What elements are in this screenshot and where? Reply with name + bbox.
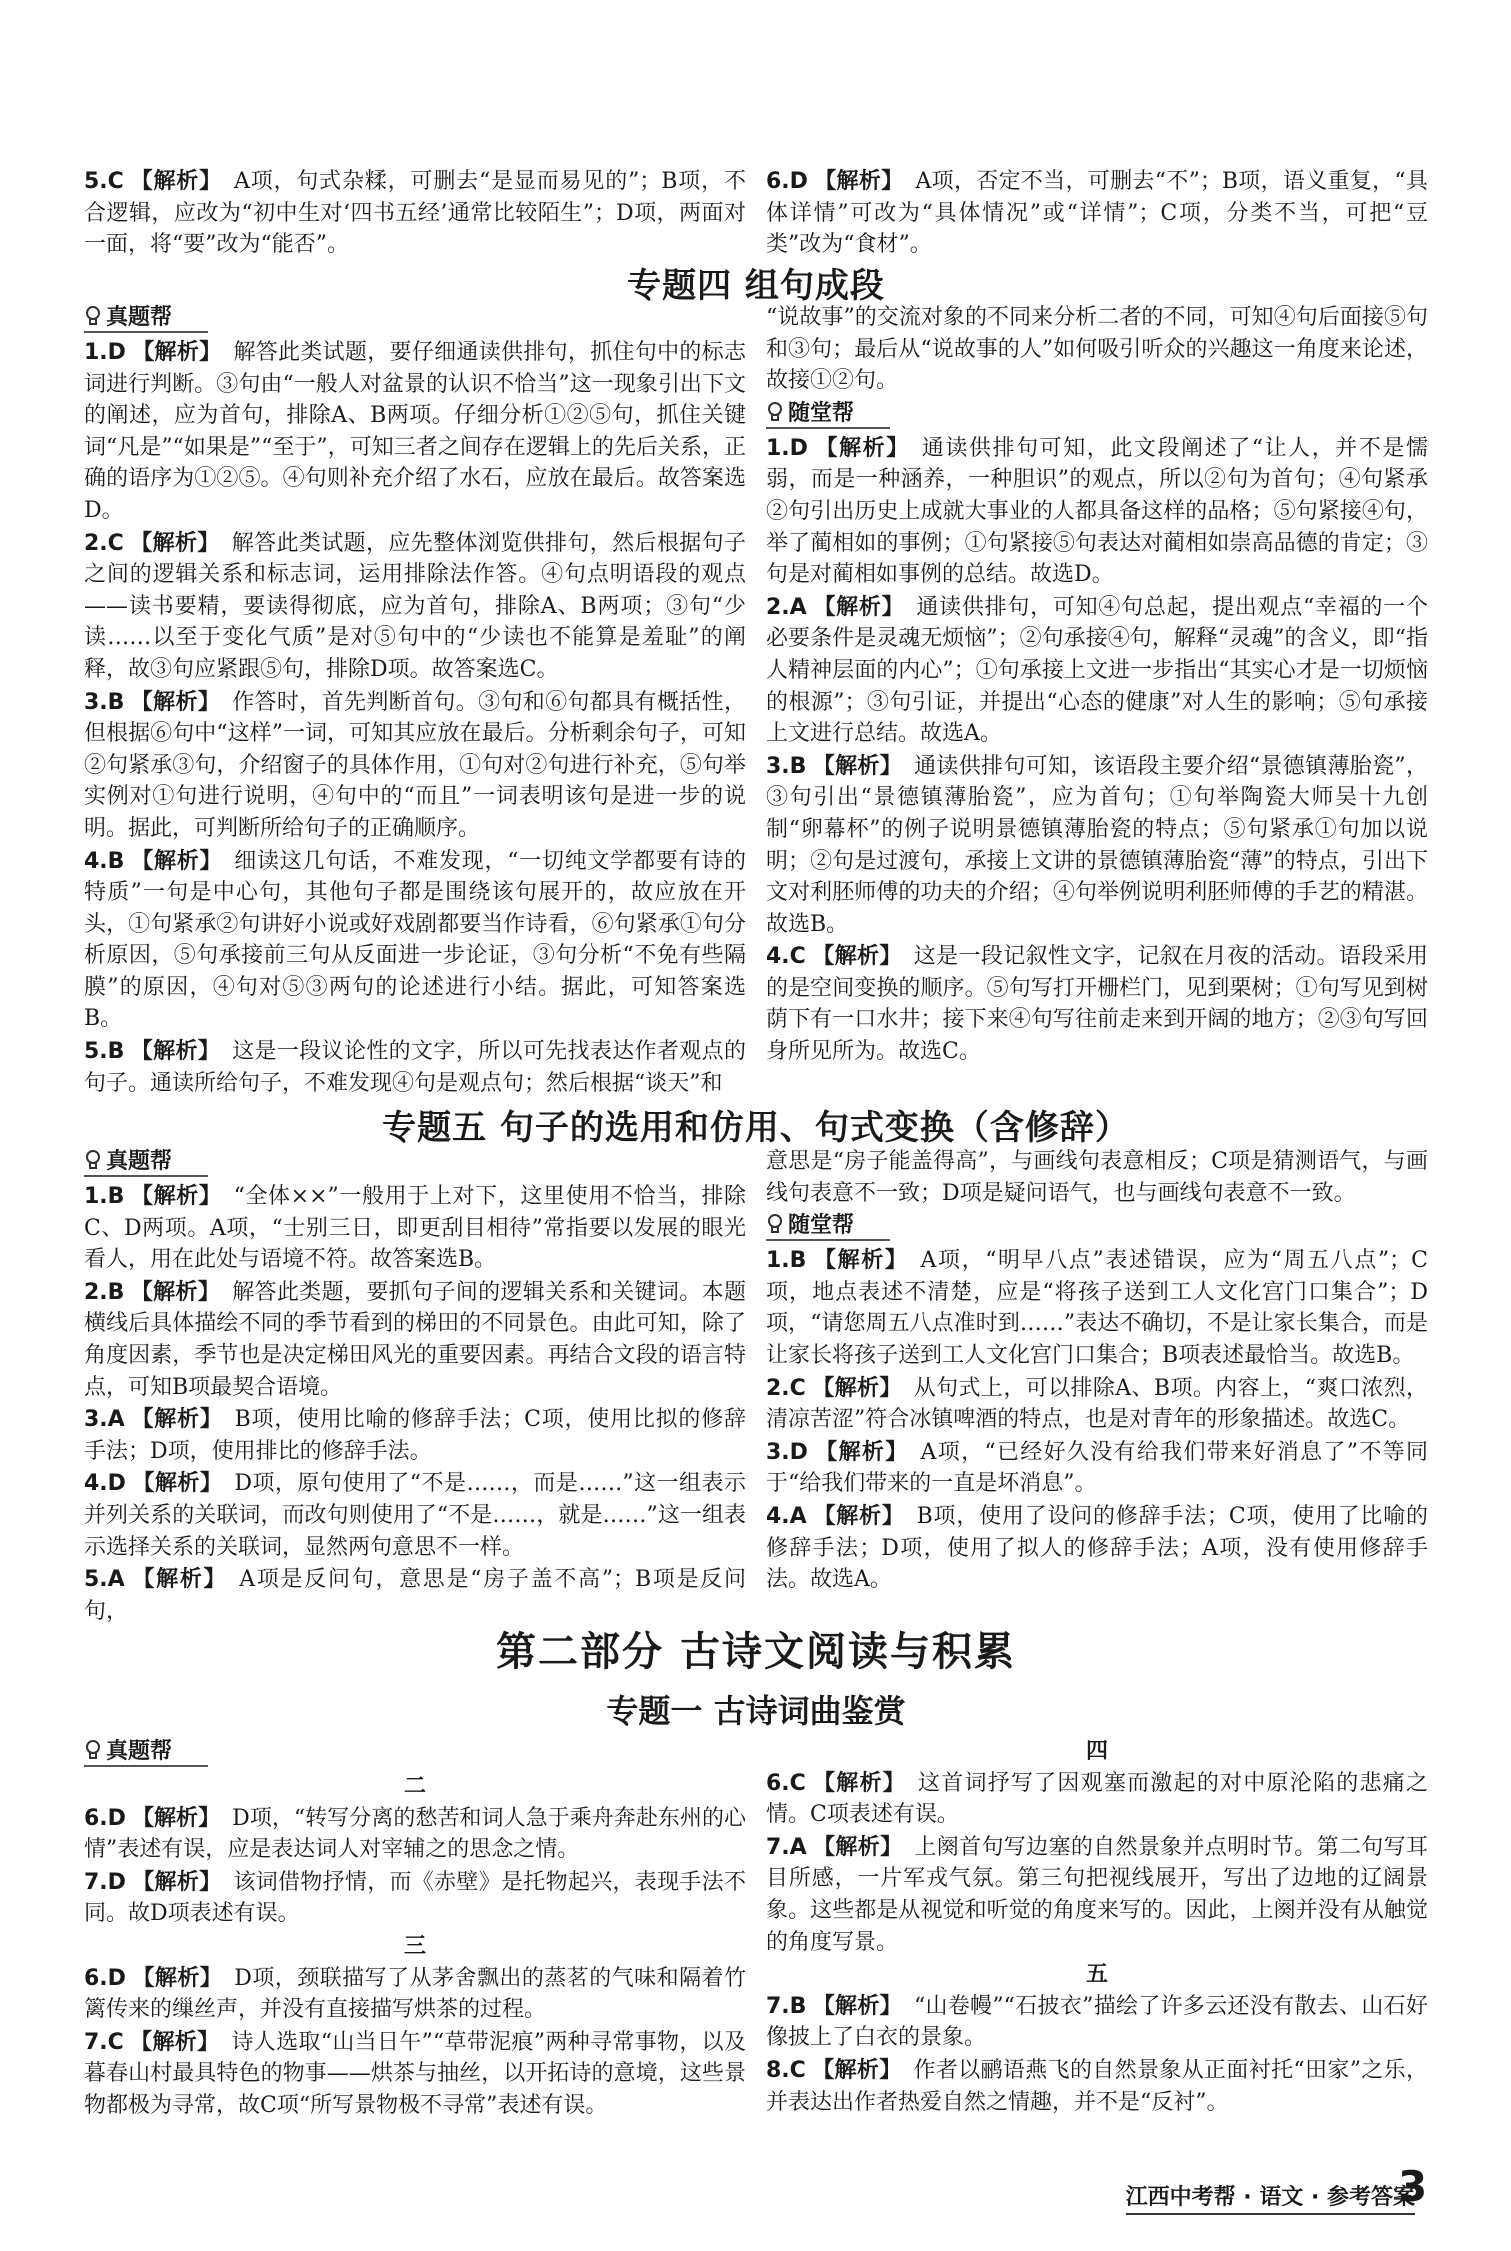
analysis-text: A项是反问句，意思是“房子盖不高”；B项是反问句， (84, 1567, 746, 1624)
answer-number: 4.A (766, 1503, 807, 1529)
answer-item (84, 1963, 746, 2026)
lightbulb-icon (766, 1213, 784, 1235)
answer-number: 3.A (84, 1407, 125, 1433)
analysis-tag: 【解析】 (812, 594, 905, 620)
answer-number: 2.A (766, 594, 807, 620)
analysis-tag: 【解析】 (812, 1834, 903, 1860)
analysis-text: 从句式上，可以排除A、B项。内容上，“爽口浓烈，清凉苦涩”符合冰镇啤酒的特点，也是对青年的形象描述。故选C。 (766, 1375, 1428, 1433)
answer-item (84, 1404, 746, 1467)
analysis-text: 通读供排句，可知④句总起，提出观点“幸福的一个必要条件是灵魂无烦恼”；②句承接④句，解释“灵魂”的含义，即“指人精神层面的内心”；①句承接上文进一步指出“其实心才是一切烦恼的根源”；③句引证，并提出“心态的健康”对人生的影响；⑤句承接上文进行总结。故选A。 (766, 594, 1428, 747)
answer-item (84, 1036, 746, 1099)
s5-left-column (84, 1146, 746, 1628)
answer-item (84, 1803, 746, 1866)
analysis-text: 诗人选取“山当日午”“草带泥痕”两种寻常事物，以及暮春山村最具特色的物事——烘茶与抽丝，以开拓诗的意境，这些景物都极为寻常，故C项“所写景物极不寻常”表述有误。 (84, 2029, 746, 2118)
analysis-text: 细读这几句话，不难发现，“一切纯文学都要有诗的特质”一句是中心句，其他句子都是围绕该句展开的，故应放在开头，①句紧承②句讲好小说或好戏剧都要当作诗看，⑥句紧承①句分析原因，⑤句承接前三句从反面进一步论证，③句分析“不免有些隔膜”的原因，④句对⑤③两句的论述进行小结。据此，可知答案选B。 (84, 848, 746, 1032)
answer-number: 5.B (84, 1039, 125, 1065)
analysis-text: 这是一段记叙性文字，记叙在月夜的活动。语段采用的是空间变换的顺序。⑤句写打开栅栏门，见到栗树；①句写见到树荫下有一口水井；接下来④句写往前走来到开阔的地方；②③句写回身所见所为。故选C。 (766, 944, 1428, 1065)
analysis-tag: 【解析】 (813, 1439, 909, 1465)
answer-item (766, 592, 1428, 750)
analysis-tag: 【解析】 (131, 1965, 223, 1991)
analysis-tag: 【解析】 (811, 944, 902, 970)
top-right-answers: 6.D 【解析】 A项，否定不当，可删去“不”；B项，语义重复，“具体详情”可改为“具体情况”或“详情”；C项，分类不当，可把“豆类”改为“食材”。 (766, 169, 1428, 258)
suitangbang-label: 随堂帮 (766, 1213, 890, 1241)
answer-number: 1.D (766, 435, 808, 461)
analysis-tag: 【解析】 (130, 1039, 221, 1065)
analysis-text: 通读供排句可知，该语段主要介绍“景德镇薄胎瓷”，③句引出“景德镇薄胎瓷”，应为首句；①句举陶瓷大师吴十九创制“卵幕杯”的例子说明景德镇薄胎瓷的特点；⑤句紧承①句加以说明；②句是过渡句，承接上文讲的景德镇薄胎瓷“薄”的特点，引出下文对利胚师傅的功夫的介绍；④句举例说明利胚师傅的手艺的精湛。故选B。 (766, 753, 1428, 937)
answer-item (84, 1564, 746, 1627)
analysis-tag: 【解析】 (130, 1184, 222, 1209)
zhentibang-label: 真题帮 (84, 1739, 208, 1767)
answer-item (766, 2055, 1428, 2118)
analysis-text: D项，颈联描写了从茅舍飘出的蒸茗的气味和隔着竹篱传来的缫丝声，并没有直接描写烘茶的过程。 (84, 1965, 746, 2023)
subsection-number: 五 (1085, 1962, 1108, 1988)
lightbulb-icon (84, 1739, 102, 1761)
analysis-text: 上阕首句写边塞的自然景象并点明时节。第二句写耳目所感，一片军戎气氛。第三句把视线展开，写出了边地的辽阔景象。这些都是从视觉和听觉的角度来写的。因此，上阕并没有从触觉的角度写景。 (766, 1834, 1428, 1955)
answer-item (84, 1867, 746, 1930)
answer-item (84, 1468, 746, 1563)
analysis-tag: 【解析】 (130, 689, 221, 715)
analysis-tag: 【解析】 (812, 1248, 909, 1274)
answer-number: 5.A (84, 1567, 125, 1593)
answer-item (766, 1832, 1428, 1958)
analysis-tag: 【解析】 (811, 1375, 902, 1401)
analysis-tag: 【解析】 (811, 2057, 902, 2083)
analysis-text: D项，原句使用了“不是……，而是……”这一组表示并列关系的关联词，而改句则使用了“不是……，就是……”这一组表示选择关系的关联词，显然两句意思不一样。 (84, 1471, 746, 1560)
analysis-tag: 【解析】 (129, 2029, 220, 2055)
part-title: 第二部分 古诗文阅读与积累 (496, 1629, 1016, 1675)
subsection-number: 二 (403, 1774, 426, 1799)
answer-item (766, 1768, 1428, 1831)
answer-number: 6.D (84, 1805, 126, 1831)
answer-number: 3.D (766, 1439, 808, 1465)
subsection-number: 三 (403, 1933, 426, 1959)
answer-item (766, 751, 1428, 941)
analysis-text: 这首词抒写了因观塞而激起的对中原沦陷的悲痛之情。C项表述有误。 (766, 1770, 1428, 1828)
answer-item (84, 528, 746, 686)
answer-number: 1.B (84, 1184, 125, 1209)
answer-number: 7.B (766, 1993, 807, 2019)
s5-right-column (766, 1146, 1428, 1597)
answer-number: 2.C (84, 530, 124, 556)
answer-number: 1.B (766, 1248, 807, 1274)
analysis-tag: 【解析】 (131, 1805, 221, 1831)
footer-title: 江西中考帮 · 语文 · 参考答案 (1126, 2180, 1415, 2215)
subsection-number: 四 (1085, 1739, 1108, 1764)
analysis-text: D项，“转写分离的愁苦和词人急于乘舟奔赴东州的心情”表述有误，应是表达词人对宰辅之的思念之情。 (84, 1805, 746, 1863)
answer-item (766, 941, 1428, 1067)
answer-number: 3.B (766, 753, 807, 779)
p2-right-column (766, 1736, 1428, 2119)
answer-number: 7.D (84, 1869, 126, 1895)
analysis-text: 解答此类题，要抓句子间的逻辑关系和关键词。本题横线后具体描绘不同的季节看到的梯田的不同景色。由此可知，除了角度因素，季节也是决定梯田风光的重要因素。再结合文段的语言特点，可知B项最契合语境。 (84, 1279, 746, 1400)
analysis-tag: 【解析】 (811, 1770, 906, 1796)
answer-item (84, 337, 746, 527)
analysis-tag: 【解析】 (130, 1279, 221, 1305)
analysis-tag: 【解析】 (812, 1503, 905, 1529)
section-title-5: 专题五 句子的选用和仿用、句式变换（含修辞） (382, 1108, 1130, 1148)
topic-title: 专题一 古诗词曲鉴赏 (606, 1692, 906, 1730)
answer-item (84, 687, 746, 845)
analysis-text: A项，“明早八点”表述错误，应为“周五八点”；C项，地点表述不清楚，应是“将孩子送到工人文化宫门口集合”；D项，“请您周五八点准时到……”表达不确切，不是让家长集合，而是让家长将孩子送到工人文化宫门口集合；B项表述最恰当。故选B。 (766, 1248, 1428, 1368)
section-title-4: 专题四 组句成段 (627, 266, 885, 306)
answer-item (84, 846, 746, 1036)
continued-text: 意思是“房子能盖得高”，与画线句表意相反；C项是猜测语气，与画线句表意不一致；D项是疑问语气，也与画线句表意不一致。 (766, 1149, 1428, 1206)
zhentibang-label: 真题帮 (84, 305, 208, 333)
analysis-text: 通读供排句可知，此文段阐述了“让人，并不是懦弱，而是一种涵养，一种胆识”的观点，所以②句为首句；④句紧承②句引出历史上成就大事业的人都具备这样的品格；⑤句紧接④句，举了蔺相如的事例；①句紧接⑤句表达对蔺相如崇高品德的肯定；③句是对蔺相如事例的总结。故选D。 (766, 435, 1428, 588)
lightbulb-icon (84, 1149, 102, 1171)
analysis-tag: 【解析】 (130, 1567, 228, 1593)
answer-item (766, 1501, 1428, 1596)
answer-number: 8.C (766, 2057, 806, 2083)
answer-number: 7.A (766, 1834, 807, 1860)
answer-number: 6.D (84, 1965, 126, 1991)
analysis-text: 作答时，首先判断首句。③句和⑥句都具有概括性，但根据⑥句中“这样”一词，可知其应放在最后。分析剩余句子，可知②句紧承③句，介绍窗子的具体作用，①句对②句进行补充，⑤句举实例对①句进行说明，④句中的“而且”一词表明该句是进一步的说明。据此，可判断所给句子的正确顺序。 (84, 689, 746, 841)
answer-item (84, 1277, 746, 1403)
p2-left-column (84, 1736, 746, 2123)
answer-number: 4.B (84, 848, 125, 874)
answer-number: 2.B (84, 1279, 125, 1305)
answer-item (766, 1245, 1428, 1371)
answer-number: 4.D (84, 1471, 126, 1497)
s4-left-column (84, 302, 746, 1100)
answer-item (766, 1991, 1428, 2054)
page-number: 3 (1398, 2162, 1428, 2211)
analysis-text: 解答此类试题，应先整体浏览供排句，然后根据句子之间的逻辑关系和标志词，运用排除法作答。④句点明语段的观点——读书要精，要读得彻底，应为首句，排除A、B两项；③句“少读……以至于变化气质”是对⑤句中的“少读也不能算是羞耻”的阐释，故③句应紧跟⑤句，排除D项。故答案选C。 (84, 530, 746, 682)
analysis-tag: 【解析】 (812, 1993, 902, 2019)
answer-item (766, 433, 1428, 591)
analysis-text: B项，使用了设问的修辞手法；C项，使用了比喻的修辞手法；D项，使用了拟人的修辞手法；A项，没有使用修辞手法。故选A。 (766, 1503, 1428, 1593)
suitangbang-label: 随堂帮 (766, 401, 890, 429)
answer-number: 2.C (766, 1375, 806, 1401)
analysis-tag: 【解析】 (130, 848, 223, 874)
analysis-text: B项，使用比喻的修辞手法；C项，使用比拟的修辞手法；D项，使用排比的修辞手法。 (84, 1407, 746, 1464)
analysis-text: 作者以鹂语燕飞的自然景象从正面衬托“田家”之乐，并表达出作者热爱自然之情趣，并不是“反衬”。 (766, 2057, 1428, 2115)
top-left-answers: 5.C 【解析】 A项，句式杂糅，可删去“是显而易见的”；B项，不合逻辑，应改为“初中生对‘四书五经’通常比较陌生”；D项，两面对一面，将“要”改为“能否”。 (84, 169, 746, 258)
answer-number: 1.D (84, 340, 126, 365)
answer-number: 4.C (766, 944, 806, 970)
analysis-tag: 【解析】 (130, 1407, 223, 1433)
answer-item (766, 1373, 1428, 1436)
s4-right-column (766, 302, 1428, 1069)
analysis-text: “全体××”一般用于上对下，这里使用不恰当，排除C、D两项。A项，“士别三日，即更刮目相待”常指要以发展的眼光看人，用在此处与语境不符。故答案选B。 (84, 1184, 746, 1273)
analysis-text: A项，“已经好久没有给我们带来好消息了”不等同于“给我们带来的一直是坏消息”。 (766, 1439, 1428, 1497)
analysis-text: “山卷幔”“石披衣”描绘了许多云还没有散去、山石好像披上了白衣的景象。 (766, 1993, 1428, 2051)
answer-number: 7.C (84, 2029, 124, 2055)
answer-item (84, 1181, 746, 1276)
analysis-tag: 【解析】 (131, 1869, 222, 1895)
analysis-tag: 【解析】 (812, 753, 903, 779)
zhentibang-label: 真题帮 (84, 1149, 208, 1177)
continued-text: “说故事”的交流对象的不同来分析二者的不同，可知④句后面接⑤句和③句；最后从“说故事的人”如何吸引听众的兴趣这一角度来论述，故接①②句。 (766, 305, 1428, 394)
lightbulb-icon (84, 305, 102, 327)
analysis-tag: 【解析】 (131, 340, 222, 365)
analysis-tag: 【解析】 (813, 435, 910, 461)
lightbulb-icon (766, 401, 784, 423)
analysis-tag: 【解析】 (131, 1471, 223, 1497)
answer-item (84, 2027, 746, 2122)
analysis-text: 这是一段议论性的文字，所以可先找表达作者观点的句子。通读所给句子，不难发现④句是观点句；然后根据“谈天”和 (84, 1039, 746, 1096)
analysis-text: 解答此类试题，要仔细通读供排句，抓住句中的标志词进行判断。③句由“一般人对盆景的认识不恰当”这一现象引出下文的阐述，应为首句，排除A、B两项。仔细分析①②⑤句，抓住关键词“凡是”“如果是”“至于”，可知三者之间存在逻辑上的先后关系，正确的语序为①②⑤。④句则补充介绍了水石，应放在最后。故答案选D。 (84, 340, 746, 523)
answer-item (766, 1437, 1428, 1500)
answer-number: 6.C (766, 1770, 806, 1796)
analysis-tag: 【解析】 (129, 530, 220, 556)
answer-number: 3.B (84, 689, 125, 715)
analysis-text: 该词借物抒情，而《赤壁》是托物起兴，表现手法不同。故D项表述有误。 (84, 1869, 746, 1927)
